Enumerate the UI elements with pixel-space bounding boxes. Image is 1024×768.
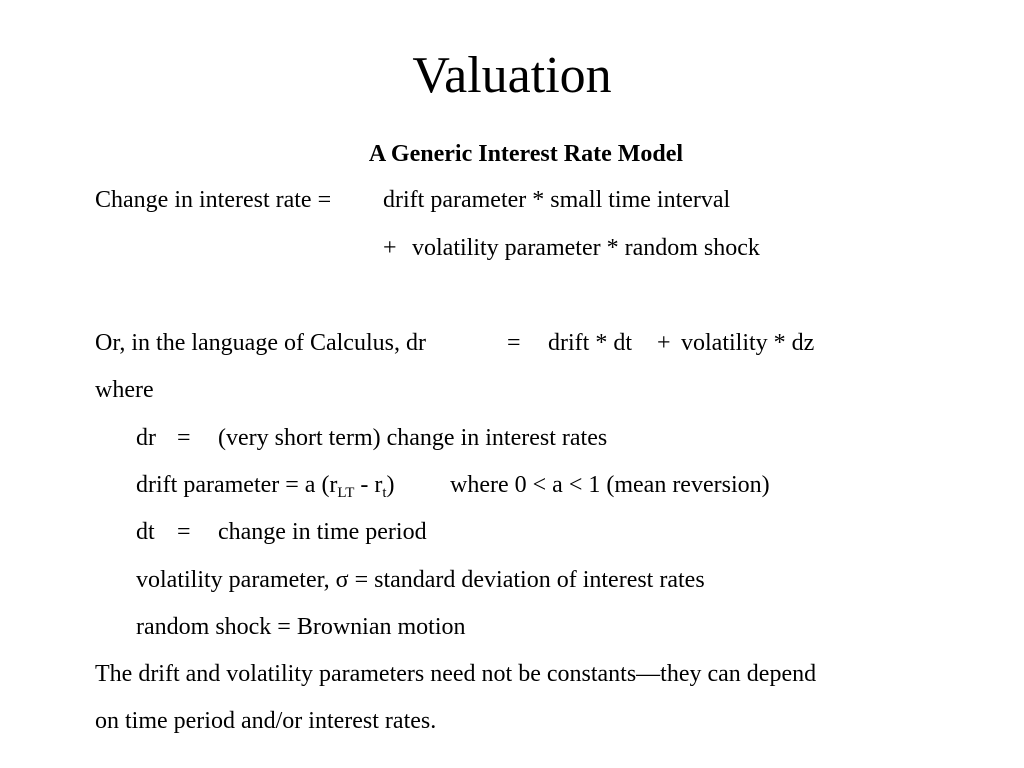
calculus-drift-term: drift * dt bbox=[548, 330, 632, 356]
dr-symbol: dr bbox=[136, 425, 156, 451]
calculus-volatility-term: volatility * dz bbox=[681, 330, 815, 356]
drift-formula-suffix: ) bbox=[386, 472, 395, 498]
closing-line-2: on time period and/or interest rates. bbox=[95, 708, 437, 734]
model-term-volatility: volatility parameter * random shock bbox=[412, 235, 760, 261]
drift-formula-prefix: drift parameter = a (r bbox=[136, 472, 338, 498]
where-label: where bbox=[95, 377, 154, 403]
random-shock-definition: random shock = Brownian motion bbox=[136, 614, 466, 640]
dt-definition: change in time period bbox=[218, 519, 427, 545]
slide-title: Valuation bbox=[412, 47, 612, 104]
dt-symbol: dt bbox=[136, 519, 155, 545]
calculus-prefix: Or, in the language of Calculus, dr bbox=[95, 330, 426, 356]
drift-definition bbox=[136, 470, 395, 500]
closing-line-1: The drift and volatility parameters need not be constants—they can depend bbox=[95, 661, 817, 687]
dt-equals: = bbox=[177, 519, 191, 545]
calculus-plus-sign: + bbox=[657, 330, 671, 356]
drift-formula-mid: - r bbox=[354, 472, 383, 498]
model-plus-sign: + bbox=[383, 235, 397, 261]
drift-constraint-note: where 0 < a < 1 (mean reversion) bbox=[450, 472, 770, 498]
subscript-t: t bbox=[382, 485, 387, 501]
subscript-lt: LT bbox=[337, 485, 355, 501]
calculus-equals: = bbox=[507, 330, 521, 356]
dr-definition: (very short term) change in interest rates bbox=[218, 425, 608, 451]
slide-subtitle: A Generic Interest Rate Model bbox=[368, 141, 684, 167]
model-term-drift: drift parameter * small time interval bbox=[383, 187, 731, 213]
volatility-definition: volatility parameter, σ = standard deviation of interest rates bbox=[136, 567, 705, 593]
model-lhs: Change in interest rate = bbox=[95, 187, 332, 213]
dr-equals: = bbox=[177, 425, 191, 451]
